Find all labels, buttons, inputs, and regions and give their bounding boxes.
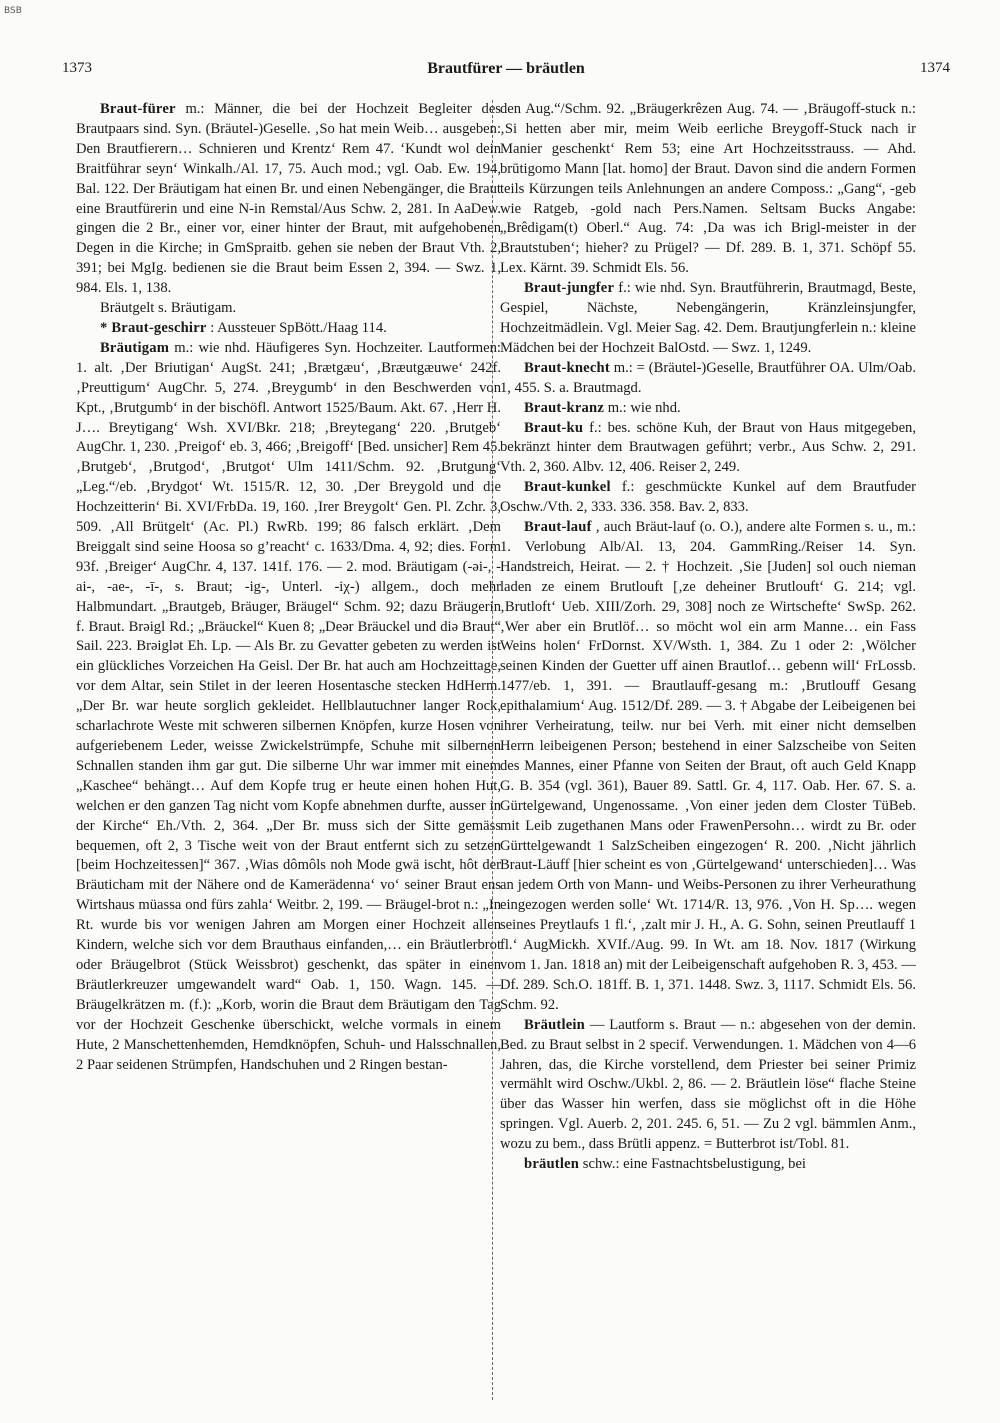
- entry-text: , auch Bräut-lauf (o. O.), andere alte Formen s. u., m.: 1. Verlobung Alb/Al. 13, 204. GammRing./Reiser 14. Syn. Handstreich, Heirat. — 2. † Hochzeit. ‚Sie [Juden] sol ouch nieman laden ze einem Brutlouft [‚ze deheiner Brutlouft‘ G. 214; vgl. ‚Brutloft‘ Ueb. XIII/Zorh. 29, 308] noch ze Wirtschefte‘ SwSp. 262. ‚Wer aber ein Brutlöf… so möcht wol ein arm Manne… ein Fass Weins holen‘ FrDornst. XV/Wsth. 1, 384. Zu 1 oder 2: ‚Wölcher seinen Kinden der Guetter uff ainen Brautlof… gebenn will‘ FrLossb. 1477/eb. 1, 391. — Brautlauff-gesang m.: ‚Brutlouff Gesang epithalamium‘ Aug. 1512/Df. 289. — 3. † Abgabe der Leibeigenen bei ihrer Verheiratung, teilw. nur bei Verh. mit einer nicht demselben Herrn leibeigenen Person; bestehend in einer Salzscheibe von Seiten des Mannes, einer Pfanne von Seiten der Braut, oft auch Geld Knapp G. B. 354 (vgl. 361), Bauer 89. Sattl. Gr. 4, 117. Oab. Her. 67. S. a. Gürtelgewand, Ungenossame. ‚Von einer jeden dem Closter TüBeb. mit Leib zugethanen Mans oder FrawenPersohn… wirdt zu Br. oder Gürttelgewandt 1 SalzScheiben eingezogen‘ R. 200. ‚Nicht jährlich Braut-Läuff [hier scheint es von ‚Gürtelgewand‘ unterschieden]… Was an jedem Orth von Mann- und Weibs-Personen zu ihrer Verheurathung eingezogen werden solle‘ Wt. 1714/R. 13, 976. ‚Von H. Sp…. wegen seines Preytlaufs 1 fl.‘, ‚zalt mir J. H., A. G. Sohn, seinen Preutlauff 1 fl.‘ AugMickh. XVIf./Aug. 99. In Wt. am 18. Nov. 1817 (Wirkung vom 1. Jan. 1818 an) mit der Leibeigenschaft aufgehoben R. 3, 453. — Df. 289. Sch.O. 181ff. B. 1, 371. 1448. Swz. 3, 1117. Schmidt Els. 56. Schm. 92.: [500, 519, 916, 1013]
- entry-text: Bräutgelt s. Bräutigam.: [100, 300, 237, 317]
- dictionary-entry: [500, 399, 916, 419]
- page-number-right: 1374: [920, 60, 950, 76]
- dictionary-entry: [76, 319, 501, 339]
- entry-headword: * Braut-geschirr: [100, 319, 207, 336]
- entry-text: f.: geschmückte Kunkel auf dem Brautfuder Oschw./Vth. 2, 333. 336. 358. Bav. 2, 833.: [500, 479, 916, 516]
- entry-text: m.: wie nhd. Häufigeres Syn. Hochzeiter. Lautformen: 1. alt. ‚Der Briutigan‘ AugSt. 241; ‚Brætgæu‘, ‚Bræutgæuwe‘ 242f. ‚Preuttigum‘ AugChr. 5, 274. ‚Breygumb‘ in den Beschwerden von Kpt., ‚Brutgumb‘ in der bischöfl. Antwort 1525/Baum. Akt. 67. ‚Herr H. J…. Breytigang‘ Wsh. XVI/Bkr. 218; ‚Breytegang‘ 220. ‚Brutgeb‘ AugChr. 1, 230. ‚Preigof‘ eb. 3, 466; ‚Breigoff‘ [Bed. unsicher] Rem 45. ‚Brutgeb‘, ‚Brutgod‘, ‚Brutgot‘ Ulm 1411/Schm. 92. ‚Brutgung‘ „Leg.“/eb. ‚Brydgot‘ Wt. 1515/R. 12, 30. ‚Der Breygold und die Hochzeitterin‘ Bi. XVI/FrbDa. 19, 160. ‚Irer Breygolt‘ Gen. Pl. Zchr. 3, 509. ‚All Brütgelt‘ (Ac. Pl.) RwRb. 199; 86 falsch erklärt. ‚Dem Breiggalt sind seine Hoosa so g’reacht‘ c. 1633/Dma. 4, 92; dies. Form 93f. ‚Breiger‘ AugChr. 4, 137. 141f. 176. — 2. mod. Bräutigam (-əi-, -ai-, -ae-, -ī-, s. Braut; -ig-, Unterl. -iχ-) allgem., doch mehr Halbmundart. „Brautgeb, Bräuger, Bräugel“ Schm. 92; dazu Bräugerin f. Braut. Brəigl Rd.; „Bräuckel“ Kuen 8; „Deər Bräuckel und diə Braut“ Sail. 223. Brəiglət Eh. Lp. — Als Br. zu Gevatter gebeten zu werden ist ein glückliches Vorzeichen Ha Geisl. Der Br. hat auch am Hochzeittage, vor dem Altar, sein Stilet in der leeren Hosentasche stecken HdHerm. „Der Br. war heute sorglich gekleidet. Hellblautuchner langer Rock, scharlachrote Weste mit schweren silbernen Knöpfen, kurze Hosen von aufgeriebenem Leder, weisse Zwickelstrümpfe, Schuhe mit silbernen Schnallen standen ihm gar gut. Die silberne Uhr war immer mit einem „Kaschee“ behängt… Auf dem Kopfe trug er heute einen hohen Hut, welchen er den ganzen Tag nicht vom Kopfe abnehmen durfte, ausser in der Kirche“ Eh./Vth. 2, 364. „Der Br. muss sich der Sitte gemäss bequemen, oft 2, 3 Tische weit von der Braut entfernt sich zu setzen [beim Hochzeitessen]“ 367. ‚Wias dômôls noh Mode gwä ischt, hôt der Bräuticham mit der Nähere ond de Kamerädenna‘ vo‘ seiner Braut ens Wirtshaus müassa ond fürs zahla‘ Weitbr. 2, 199. — Bräugel-brot n.: „In Rt. wurde bis vor wenigen Jahren am Morgen einer Hochzeit allen Kindern, welche sich vor dem Brauthaus einfanden,… ein Bräutlerbrot oder Bräugelbrot (Stück Weissbrot) geschenkt, das später in einen Bräutlerkreuzer umgewandelt ward“ Oab. 1, 150. Wagn. 145. — Bräugelkrätzen m. (f.): „Korb, worin die Braut dem Bräutigam den Tag vor der Hochzeit Geschenke überschickt, welche vormals in einem Hute, 2 Manschettenhemden, Hemdknöpfen, Schuh- und Halsschnallen, 2 Paar seidenen Strümpfen, Handschuhen und 2 Ringen bestan-: [76, 339, 501, 1073]
- entry-headword: bräutlen: [524, 1156, 580, 1173]
- dictionary-entry: [500, 1016, 916, 1155]
- column-divider: [492, 100, 493, 1400]
- entry-text: schw.: eine Fastnachtsbelustigung, bei: [582, 1156, 806, 1173]
- dictionary-entry: [500, 419, 916, 479]
- entry-headword: Braut-kunkel: [524, 479, 611, 496]
- entry-text: m.: Männer, die bei der Hochzeit Begleiter des Brautpaars sind. Syn. (Bräutel-)Geselle. ‚So hat mein Weib… ausgeben: Den Brautfierern… Schnieren und Krentz‘ Rem 47. ‘Kundt wol dein Braitführar seyn‘ Winkalh./Al. 17, 75. Auch mod.; vgl. Oab. Ew. 194, Bal. 122. Der Bräutigam hat einen Br. und einen Nebengänger, die Braut eine Brautfürerin und eine N-in Remstal/Aus Schw. 2, 281. In AaDew. gingen die 2 Br., einer vor, einer hinter der Braut, mit aufgehobenen Degen in die Kirche; in GmSpraitb. gehen sie neben der Braut Vth. 2, 391; bei MgIg. bedienen sie die Braut beim Essen 2, 394. — Swz. 1, 984. Els. 1, 138.: [76, 101, 501, 297]
- left-column: [76, 100, 501, 1400]
- entry-headword: Braut-jungfer: [524, 280, 615, 297]
- entry-headword: Braut-fürer: [100, 101, 176, 117]
- dictionary-entry: [500, 518, 916, 1016]
- dictionary-entry: [500, 100, 916, 279]
- dictionary-entry: [500, 279, 916, 359]
- dictionary-entry: [76, 100, 501, 299]
- dictionary-entry: [500, 1155, 916, 1175]
- entry-headword: Braut-kranz: [524, 399, 605, 416]
- entry-text: — Lautform s. Braut — n.: abgesehen von der demin. Bed. zu Braut selbst in 2 specif. Verwendungen. 1. Mädchen von 4—6 Jahren, das, die Kirche vorstellend, dem Priester bei seiner Primiz vermählt wird Oschw./Ukbl. 2, 86. — 2. Bräutlein löse“ flache Steine über das Wasser hin werfen, dass sie möglichst oft in die Höhe springen. Vgl. Auerb. 2, 201. 245. 6, 51. — Zu 2 vgl. bämmlen Anm., wozu zu bem., dass Brütli appenz. = Butterbrot ist/Tobl. 81.: [500, 1016, 916, 1153]
- entry-headword: Bräutlein: [524, 1016, 585, 1033]
- page-header: [62, 60, 950, 82]
- entry-text: m.: wie nhd.: [607, 399, 681, 416]
- entry-headword: Braut-knecht: [524, 359, 610, 376]
- dictionary-entry: [76, 299, 501, 319]
- page-number-left: 1373: [62, 60, 92, 76]
- right-column: [500, 100, 916, 1400]
- dictionary-entry: [76, 339, 501, 1076]
- dictionary-entry: [500, 478, 916, 518]
- entry-text: f.: wie nhd. Syn. Brautführerin, Brautmagd, Beste, Gespiel, Nächste, Nebengängerin, Kränzleinsjungfer, Hochzeitmädlein. Vgl. Meier Sag. 42. Dem. Brautjungferlein n.: kleine Mädchen bei der Hochzeit BalOstd. — Swz. 1, 1249.: [500, 280, 916, 356]
- running-title: Brautfürer — bräutlen: [427, 60, 585, 77]
- entry-text: f.: bes. schöne Kuh, der Braut von Haus mitgegeben, bekränzt hinter dem Brautwagen geführt; verbr., Aus Schw. 2, 291. Vth. 2, 360. Albv. 12, 406. Reiser 2, 249.: [500, 419, 916, 476]
- entry-headword: Braut-lauf: [524, 519, 592, 536]
- entry-text: den Aug.“/Schm. 92. „Bräugerkrêzen Aug. 74. — ‚Bräugoff-stuck n.: ‚Si hetten aber mir, meim Weib eerliche Breygoff-Stuck nach ir Manier geschenkt‘ Rem 53; eine Art Hochzeitsstrauss. — Ahd. brūtigomo Mann [lat. homo] der Braut. Davon sind die andern Formen teils Kürzungen teils Anlehnungen an andere Composs.: „Gang“, -geb wie Ratgeb, -gold nach Pers.Namen. Seltsam Bucks Angabe: „Brêdigam(t) Oberl.“ Aug. 74: ‚Da was ich Brigl-meister in der Brautstuben‘; hieher? zu Prügel? — Df. 289. B. 1, 371. Schöpf 55. Lex. Kärnt. 39. Schmidt Els. 56.: [500, 101, 916, 277]
- dictionary-entry: [500, 359, 916, 399]
- entry-headword: Bräutigam: [100, 339, 170, 356]
- entry-headword: Braut-ku: [524, 419, 584, 436]
- library-stamp: BSB: [4, 6, 22, 16]
- entry-text: m.: = (Bräutel-)Geselle, Brautführer OA. Ulm/Oab. 1, 455. S. a. Brautmagd.: [500, 359, 916, 396]
- entry-text: : Aussteuer SpBött./Haag 114.: [210, 319, 387, 336]
